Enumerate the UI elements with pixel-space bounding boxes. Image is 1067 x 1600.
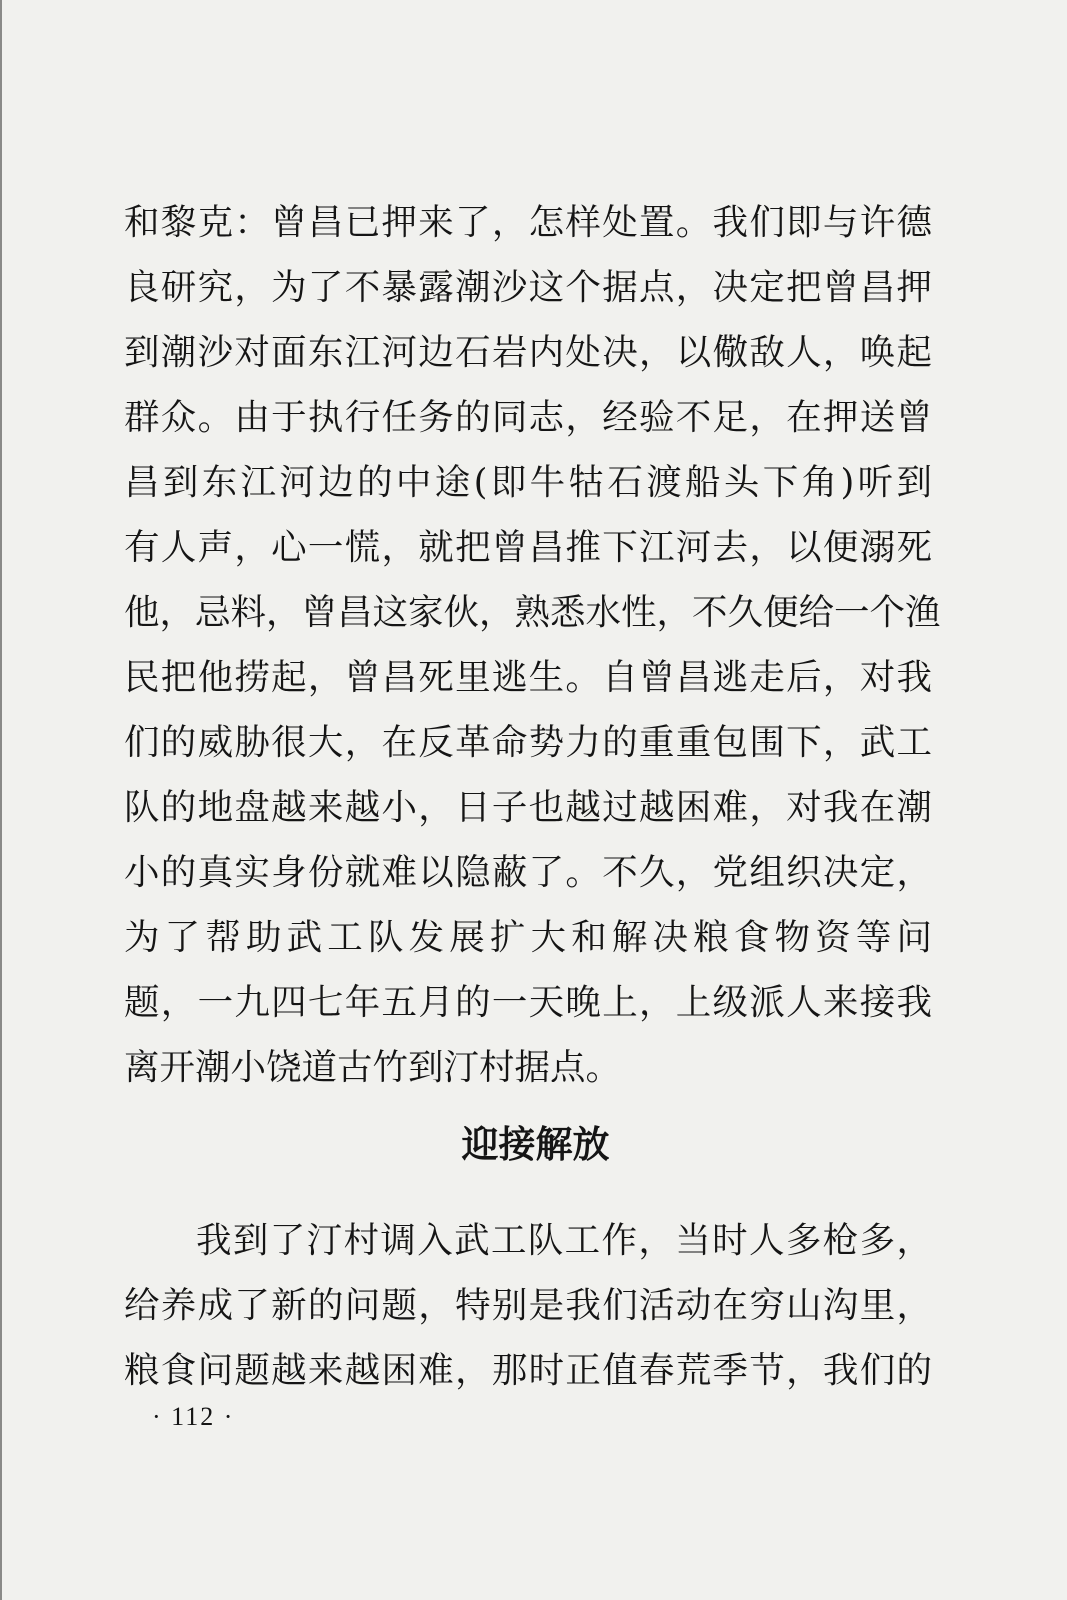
- text-line: 良研究，为了不暴露潮沙这个据点，决定把曾昌押: [124, 267, 932, 308]
- text-line: 群众。由于执行任务的同志，经验不足，在押送曾: [124, 397, 932, 438]
- text-line: 到潮沙对面东江河边石岩内处决，以儆敌人，唤起: [124, 332, 932, 373]
- text-line: 小的真实身份就难以隐蔽了。不久，党组织决定，: [124, 852, 932, 893]
- text-line: 队的地盘越来越小，日子也越过越困难，对我在潮: [124, 787, 932, 828]
- paragraph-continued: [124, 190, 941, 1100]
- text-line: 题，一九四七年五月的一天晚上，上级派人来接我: [124, 982, 932, 1023]
- text-line: 给养成了新的问题，特别是我们活动在穷山沟里，: [124, 1285, 932, 1326]
- text-line: 为了帮助武工队发展扩大和解决粮食物资等问: [124, 917, 932, 958]
- text-line: 有人声，心一慌，就把曾昌推下江河去，以便溺死: [124, 527, 932, 568]
- section-heading: 迎接解放: [461, 1123, 610, 1166]
- text-line: 民把他捞起，曾昌死里逃生。自曾昌逃走后，对我: [124, 657, 932, 698]
- text-line: 粮食问题越来越困难，那时正值春荒季节，我们的: [124, 1350, 932, 1391]
- page-number: · 112 ·: [152, 1402, 235, 1431]
- text-line: 我到了汀村调入武工队工作，当时人多枪多，: [196, 1220, 932, 1261]
- text-line: 和黎克：曾昌已押来了，怎样处置。我们即与许德: [124, 202, 932, 243]
- text-line: 他，忌料，曾昌这家伙，熟悉水性，不久便给一个渔: [124, 592, 941, 633]
- text-line: 离开潮小饶道古竹到汀村据点。: [124, 1047, 622, 1088]
- text-line: 们的威胁很大，在反革命势力的重重包围下，武工: [124, 722, 932, 763]
- text-line: 昌到东江河边的中途(即牛牯石渡船头下角)听到: [124, 462, 932, 503]
- paragraph-new-section: [124, 1208, 932, 1403]
